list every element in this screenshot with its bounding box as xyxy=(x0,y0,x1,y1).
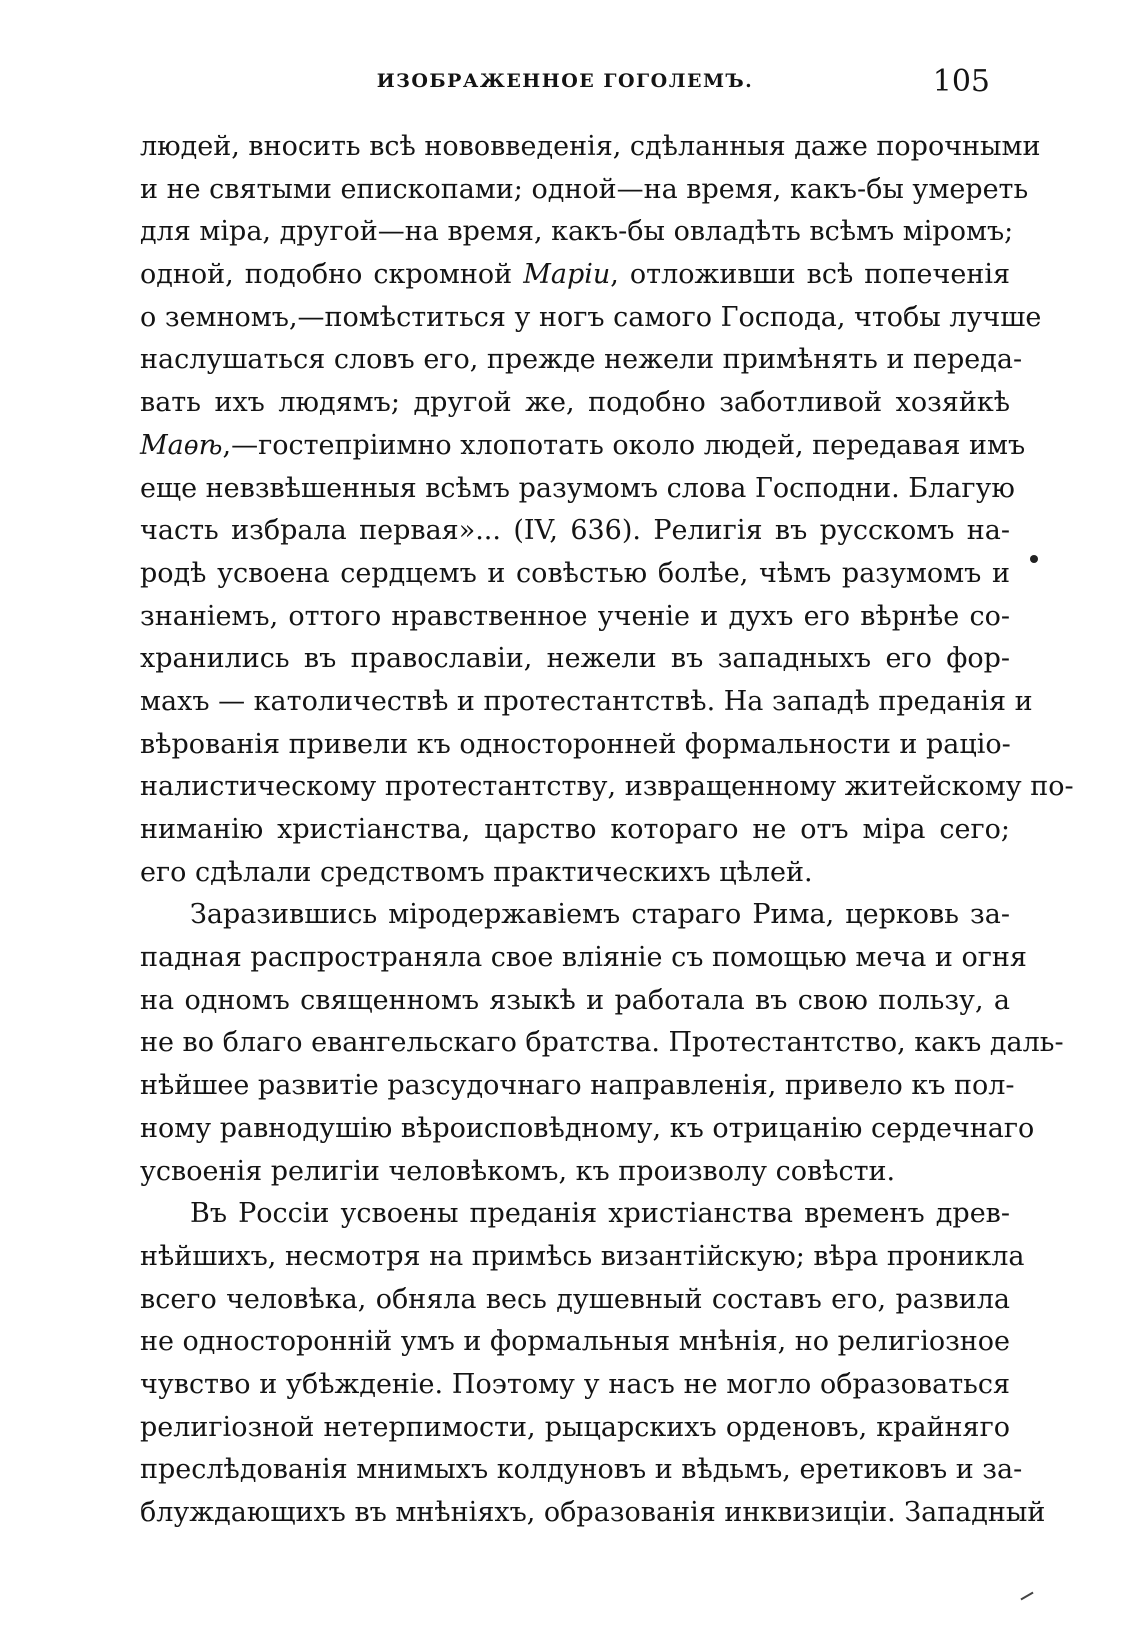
text-segment: , отложивши всѣ попеченія xyxy=(610,259,1010,291)
text-line: Заразившись міродержавіемъ стараго Рима, церковь за- xyxy=(190,899,1010,931)
text-line xyxy=(140,254,1010,297)
text-line: о земномъ,—помѣститься у ногъ самого Господа, чтобы лучше xyxy=(140,301,1042,333)
text-line: часть избрала первая»... (IV, 636). Религія въ русскомъ на- xyxy=(140,515,1010,547)
text-line: наслушаться словъ его, прежде нежели примѣнять и переда- xyxy=(140,344,1023,376)
text-line: хранились въ православіи, нежели въ западныхъ его фор- xyxy=(140,643,1010,675)
body-text xyxy=(140,126,1074,1535)
text-line: чувство и убѣжденіе. Поэтому у насъ не могло образоваться xyxy=(140,1368,1010,1400)
text-line xyxy=(140,425,1026,468)
text-line: не во благо евангельскаго братства. Протестантство, какъ даль- xyxy=(140,1027,1064,1059)
text-line: вать ихъ людямъ; другой же, подобно заботливой хозяйкѣ xyxy=(140,387,1010,419)
text-line: родѣ усвоена сердцемъ и совѣстью болѣе, чѣмъ разумомъ и xyxy=(140,557,1010,589)
text-line: усвоенія религіи человѣкомъ, къ произволу совѣсти. xyxy=(140,1155,896,1187)
text-line: налистическому протестантству, извращенному житейскому по- xyxy=(140,771,1074,803)
text-line: нѣйшихъ, несмотря на примѣсь византійскую; вѣра проникла xyxy=(140,1240,1025,1272)
text-line: вѣрованія привели къ односторонней формальности и раціо- xyxy=(140,728,1011,760)
text-line: Въ Россіи усвоены преданія христіанства временъ древ- xyxy=(190,1198,1010,1230)
italic-name-mary: Маріи xyxy=(523,259,611,291)
italic-name-martha: Маѳѣ xyxy=(140,429,223,461)
text-line: на одномъ священномъ языкѣ и работала въ свою пользу, а xyxy=(140,984,1010,1016)
text-line: махъ — католичествѣ и протестантствѣ. На западѣ преданія и xyxy=(140,685,1033,717)
text-line: для міра, другой—на время, какъ-бы овладѣть всѣмъ міромъ; xyxy=(140,216,1014,248)
margin-dot xyxy=(1030,555,1038,563)
text-line: всего человѣка, обняла весь душевный составъ его, развила xyxy=(140,1283,1010,1315)
text-line: религіозной нетерпимости, рыцарскихъ орденовъ, крайняго xyxy=(140,1411,1010,1443)
text-line: еще невзвѣшенныя всѣмъ разумомъ слова Господни. Благую xyxy=(140,472,1015,504)
text-line: и не святыми епископами; одной—на время, какъ-бы умереть xyxy=(140,173,1029,205)
page-number: 105 xyxy=(932,64,990,99)
text-line: ному равнодушію вѣроисповѣдному, къ отрицанію сердечнаго xyxy=(140,1112,1035,1144)
stray-ink-mark xyxy=(1020,1592,1033,1601)
text-line: ниманію христіанства, царство котораго не отъ міра сего; xyxy=(140,814,1010,845)
text-segment: ,—гостепріимно хлопотать около людей, передавая имъ xyxy=(222,429,1026,461)
text-line: преслѣдованія мнимыхъ колдуновъ и вѣдьмъ, еретиковъ и за- xyxy=(140,1454,1023,1486)
text-line: нѣйшее развитіе разсудочнаго направленія, привело къ пол- xyxy=(140,1070,1015,1102)
text-segment: одной, подобно скромной xyxy=(140,259,524,291)
text-line: знаніемъ, оттого нравственное ученіе и духъ его вѣрнѣе со- xyxy=(140,600,1010,632)
text-line: блуждающихъ въ мнѣніяхъ, образованія инквизиціи. Западный xyxy=(140,1497,1046,1528)
running-header xyxy=(140,64,990,104)
running-title: ИЗОБРАЖЕННОЕ ГОГОЛЕМЪ. xyxy=(376,70,754,92)
text-line: его сдѣлали средствомъ практическихъ цѣлей. xyxy=(140,856,813,888)
text-line: не односторонній умъ и формальныя мнѣнія, но религіозное xyxy=(140,1326,1011,1358)
text-line: падная распространяла свое вліяніе съ помощью меча и огня xyxy=(140,942,1027,974)
text-line: людей, вносить всѣ нововведенія, сдѣланныя даже порочными xyxy=(140,131,1041,162)
